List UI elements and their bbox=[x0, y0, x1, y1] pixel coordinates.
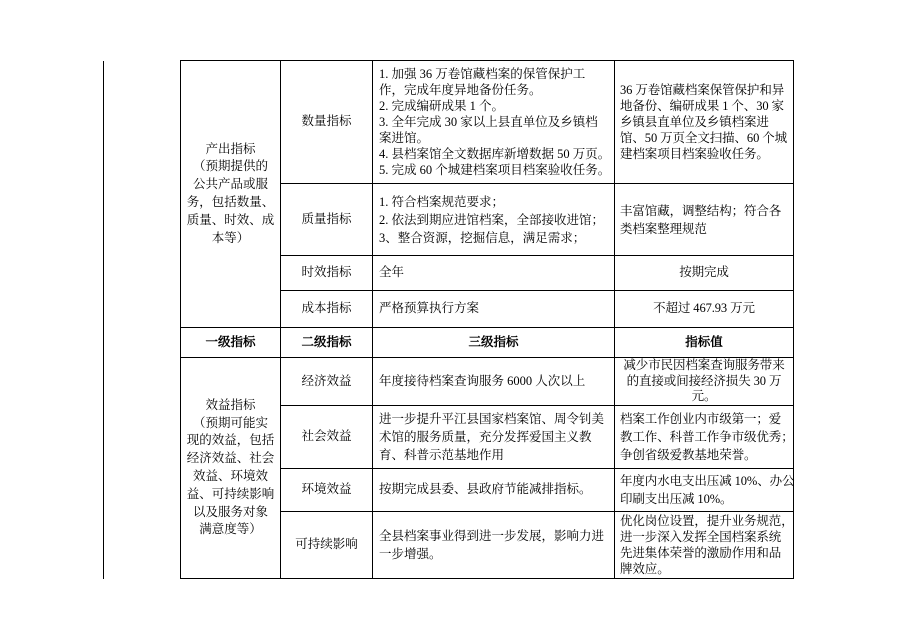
indicator-value-line: 档案工作创业内市级第一；爱 bbox=[620, 412, 782, 426]
performance-indicator-table bbox=[103, 60, 794, 579]
level2-indicator-label: 可持续影响 bbox=[295, 537, 358, 552]
level1-indicator-line: 经济效益、社会 bbox=[186, 451, 275, 466]
level1-indicator-line: 现的效益，包括 bbox=[186, 433, 275, 448]
level3-indicator-cell bbox=[373, 61, 615, 184]
indicator-value-line: 类档案整理规范 bbox=[620, 221, 707, 236]
indicator-value-cell bbox=[615, 469, 794, 512]
level3-indicator-line: 2. 依法到期应进馆档案，全部接收进馆； bbox=[379, 212, 605, 227]
indicator-value-line: 进一步深入发挥全国档案系统 bbox=[620, 530, 782, 544]
header-value-label: 指标值 bbox=[685, 334, 723, 349]
level2-indicator-cell bbox=[281, 291, 373, 328]
level3-indicator-line: 案进馆。 bbox=[379, 131, 430, 145]
indicator-value-cell bbox=[615, 291, 794, 328]
level1-indicator-line: （预期提供的 bbox=[192, 159, 268, 174]
level3-indicator-line: 进一步提升平江县国家档案馆、周令钊美 bbox=[379, 412, 605, 426]
level3-indicator-cell bbox=[373, 469, 615, 512]
level1-indicator-line: 本等） bbox=[211, 230, 250, 245]
level3-indicator-line: 全县档案事业得到进一步发展，影响力进 bbox=[379, 529, 605, 543]
indicator-value-line: 地备份、编研成果 1 个、30 家 bbox=[620, 99, 784, 113]
level3-indicator-line: 一步增强。 bbox=[379, 547, 442, 561]
level2-indicator-cell bbox=[281, 256, 373, 291]
level3-indicator-line: 按期完成县委、县政府节能减排指标。 bbox=[379, 482, 592, 497]
indicator-value-line: 印刷支出压减 10%。 bbox=[620, 492, 733, 506]
level2-indicator-label: 成本指标 bbox=[301, 301, 352, 316]
level1-indicator-output-cell bbox=[181, 61, 281, 328]
level3-indicator-cell bbox=[373, 406, 615, 469]
level3-indicator-line: 术馆的服务质量，充分发挥爱国主义教 bbox=[379, 430, 592, 444]
indicator-value-line: 馆、50 万页全文扫描、60 个城 bbox=[620, 131, 788, 145]
level3-indicator-cell bbox=[373, 358, 615, 406]
indicator-value-line: 建档案项目档案验收任务。 bbox=[620, 147, 769, 161]
level3-indicator-line: 5. 完成 60 个城建档案项目档案验收任务。 bbox=[379, 163, 611, 177]
level3-indicator-cell bbox=[373, 184, 615, 256]
level3-indicator-line: 严格预算执行方案 bbox=[379, 301, 480, 316]
level3-indicator-line: 全年 bbox=[379, 265, 405, 280]
level1-indicator-line: 效益指标 bbox=[205, 397, 256, 412]
level1-indicator-line: 以及服务对象 bbox=[192, 504, 268, 519]
level3-indicator-line: 2. 完成编研成果 1 个。 bbox=[379, 99, 505, 113]
level3-indicator-line: 3、整合资源，挖掘信息，满足需求； bbox=[379, 230, 586, 245]
indicator-value-line: 36 万卷馆藏档案保管保护和异 bbox=[620, 83, 785, 97]
level2-indicator-label: 时效指标 bbox=[301, 265, 352, 280]
level2-indicator-label: 社会效益 bbox=[301, 429, 352, 444]
header-level2-label: 二级指标 bbox=[301, 334, 352, 349]
level3-indicator-cell bbox=[373, 256, 615, 291]
table-row-quantity bbox=[104, 61, 794, 184]
level2-indicator-label: 环境效益 bbox=[301, 482, 352, 497]
level2-indicator-cell bbox=[281, 358, 373, 406]
level2-indicator-cell bbox=[281, 184, 373, 256]
level1-indicator-line: 公共产品或服 bbox=[192, 177, 268, 192]
level1-indicator-line: 务，包括数量、 bbox=[186, 195, 275, 209]
indicator-value-cell bbox=[615, 61, 794, 184]
indicator-value-cell bbox=[615, 184, 794, 256]
level3-indicator-line: 育、科普示范基地作用 bbox=[379, 448, 505, 462]
indicator-value-line: 牌效应。 bbox=[620, 562, 670, 576]
level1-indicator-line: 产出指标 bbox=[205, 141, 256, 156]
indicator-value-line: 乡镇县直单位及乡镇档案进 bbox=[620, 115, 769, 129]
indicator-value-line: 按期完成 bbox=[679, 265, 729, 280]
header-level3-cell bbox=[373, 328, 615, 358]
header-level3-label: 三级指标 bbox=[468, 334, 519, 349]
level1-indicator-line: 效益、环境效 bbox=[192, 469, 268, 483]
indicator-value-line: 教工作、科普工作争市级优秀； bbox=[620, 430, 794, 444]
indicator-value-line: 丰富馆藏，调整结构；符合各 bbox=[620, 203, 782, 218]
indicator-value-line: 的直接或间接经济损失 30 万 bbox=[626, 373, 782, 388]
indicator-value-line: 元。 bbox=[691, 389, 717, 404]
level2-indicator-cell bbox=[281, 469, 373, 512]
level3-indicator-cell bbox=[373, 512, 615, 579]
indicator-value-cell bbox=[615, 512, 794, 579]
table-row-economic bbox=[104, 358, 794, 406]
indicator-value-cell bbox=[615, 358, 794, 406]
level3-indicator-line: 年度接待档案查询服务 6000 人次以上 bbox=[379, 373, 586, 388]
level1-indicator-line: 满意度等） bbox=[199, 522, 262, 537]
indicator-value-line: 不超过 467.93 万元 bbox=[653, 301, 755, 316]
header-value-cell bbox=[615, 328, 794, 358]
indicator-value-line: 减少市民因档案查询服务带来 bbox=[623, 358, 785, 373]
header-level1-cell bbox=[181, 328, 281, 358]
level2-indicator-label: 数量指标 bbox=[301, 114, 352, 129]
indicator-value-line: 争创省级爱教基地荣誉。 bbox=[620, 448, 757, 462]
level1-indicator-line: 质量、时效、成 bbox=[186, 212, 275, 227]
header-level2-cell bbox=[281, 328, 373, 358]
table-header-row bbox=[104, 328, 794, 358]
level2-indicator-label: 质量指标 bbox=[301, 211, 352, 226]
level3-indicator-line: 作，完成年度异地备份任务。 bbox=[379, 83, 542, 97]
header-level1-label: 一级指标 bbox=[205, 334, 256, 349]
outer-merged-cell bbox=[104, 61, 181, 579]
level3-indicator-line: 4. 县档案馆全文数据库新增数据 50 万页。 bbox=[379, 147, 611, 161]
level1-indicator-line: 益、可持续影响 bbox=[186, 486, 275, 501]
level2-indicator-cell bbox=[281, 406, 373, 469]
indicator-value-line: 先进集体荣誉的激励作用和品 bbox=[620, 546, 782, 560]
indicator-value-line: 年度内水电支出压减 10%、办公 bbox=[620, 474, 795, 488]
level3-indicator-line: 3. 全年完成 30 家以上县直单位及乡镇档 bbox=[379, 115, 598, 129]
level1-indicator-benefit-cell bbox=[181, 358, 281, 579]
level2-indicator-cell bbox=[281, 61, 373, 184]
level1-indicator-line: （预期可能实 bbox=[192, 415, 268, 430]
level3-indicator-line: 1. 符合档案规范要求； bbox=[379, 194, 505, 209]
level2-indicator-cell bbox=[281, 512, 373, 579]
level3-indicator-cell bbox=[373, 291, 615, 328]
indicator-value-line: 优化岗位设置，提升业务规范， bbox=[620, 514, 794, 528]
level3-indicator-line: 1. 加强 36 万卷馆藏档案的保管保护工 bbox=[379, 67, 586, 81]
indicator-value-cell bbox=[615, 406, 794, 469]
level2-indicator-label: 经济效益 bbox=[301, 373, 352, 388]
indicator-value-cell bbox=[615, 256, 794, 291]
